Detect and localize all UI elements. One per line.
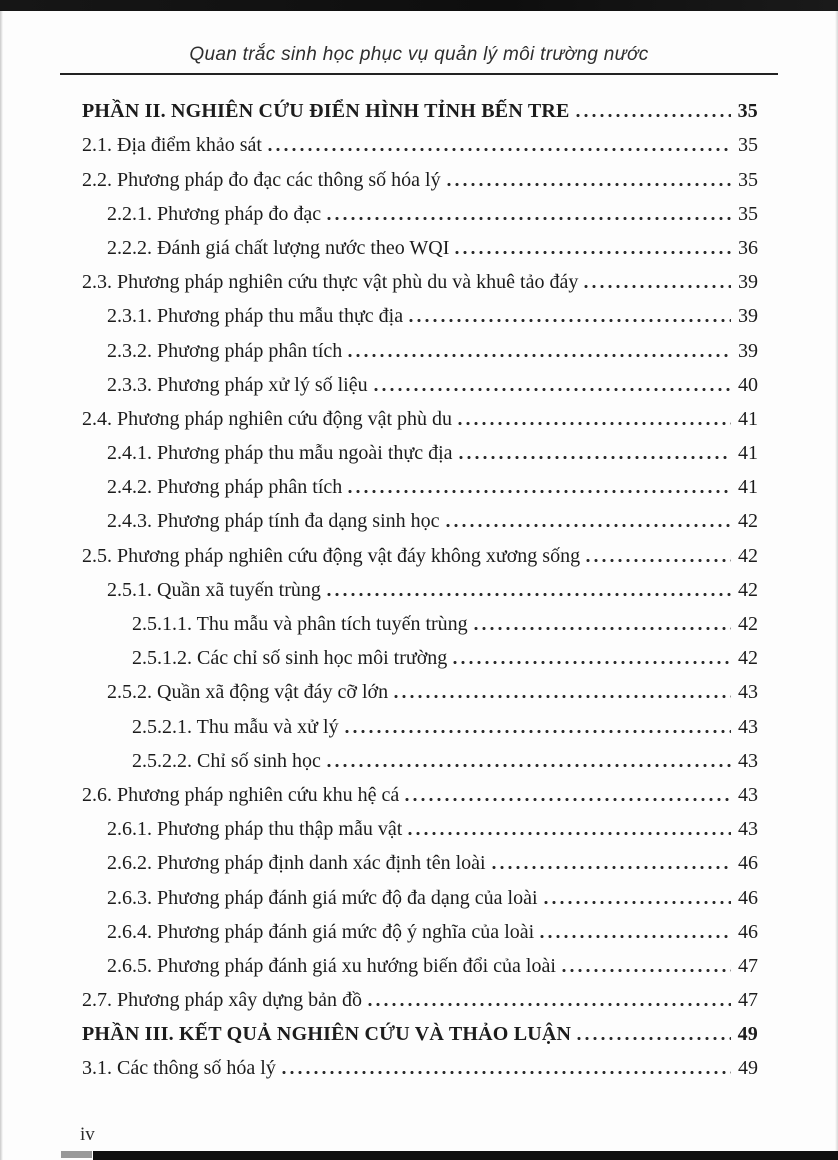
toc-entry [82,225,758,259]
toc-entry [82,738,758,772]
dot-leader [584,532,731,566]
scan-artifact-smudge [61,1151,92,1158]
toc-entry-label: 2.5.1.1. Thu mẫu và phân tích tuyến trùng [132,613,468,635]
dot-leader [346,464,731,498]
toc-entry [82,259,758,293]
toc-entry [82,840,758,874]
dot-leader [266,122,731,156]
dot-leader [406,806,731,840]
scan-artifact-bottom [93,1151,838,1160]
toc-entry-page: 46 [738,886,758,909]
toc-entry [82,362,758,396]
dot-leader [582,259,731,293]
toc-entry [82,396,758,430]
toc-entry-page: 39 [738,339,758,362]
toc-entry-label: 2.4.1. Phương pháp thu mẫu ngoài thực địa [107,442,453,465]
toc-entry [82,498,758,532]
toc-entry [82,703,758,737]
toc-entry-page: 35 [738,134,758,157]
toc-entry-label: 2.6.2. Phương pháp định danh xác định tên loài [107,852,486,875]
toc-entry-page: 35 [738,168,758,191]
dot-leader [456,396,731,430]
toc-entry-page: 42 [738,544,758,567]
dot-leader [451,635,731,669]
toc-entry [82,464,758,498]
toc-entry-label: 2.3.2. Phương pháp phân tích [107,339,343,362]
running-header: Quan trắc sinh học phục vụ quản lý môi trường nước [189,44,649,65]
toc-entry-label: 2.5.2.2. Chỉ số sinh học [132,749,321,772]
toc-entry-label: 2.4.2. Phương pháp phân tích [107,476,343,499]
dot-leader [575,1011,731,1045]
toc-entry-label: 2.7. Phương pháp xây dựng bản đồ [82,989,363,1012]
dot-leader [453,225,731,259]
toc-entry [82,88,758,122]
dot-leader [325,191,731,225]
dot-leader [366,977,731,1011]
toc-entry-label: PHẦN II. NGHIÊN CỨU ĐIỂN HÌNH TỈNH BẾN TRE [82,100,570,123]
toc-entry-page: 36 [738,236,758,259]
dot-leader [346,327,731,361]
toc-entry-label: 3.1. Các thông số hóa lý [82,1057,276,1080]
toc-entry-page: 41 [738,442,758,465]
dot-leader [457,430,731,464]
toc-entry-page: 39 [738,305,758,328]
toc-entry-page: 40 [738,373,758,396]
toc-entry [82,601,758,635]
toc-entry [82,635,758,669]
dot-leader [280,1045,731,1079]
toc-entry-page: 49 [737,1023,758,1046]
toc-entry-page: 43 [738,818,758,841]
dot-leader [574,88,731,122]
toc-entry-label: 2.5.2.1. Thu mẫu và xử lý [132,715,339,738]
toc-entry-label: PHẦN III. KẾT QUẢ NGHIÊN CỨU VÀ THẢO LUẬN [82,1023,572,1046]
toc-entry-label: 2.5. Phương pháp nghiên cứu động vật đáy không xương sống [82,544,581,567]
toc-entry-label: 2.6.5. Phương pháp đánh giá xu hướng biến đổi của loài [107,954,556,977]
toc-entry [82,1011,758,1045]
dot-leader [343,703,731,737]
toc-entry-page: 35 [738,202,758,225]
toc-entry-label: 2.6.4. Phương pháp đánh giá mức độ ý nghĩa của loài [107,920,535,943]
dot-leader [542,874,732,908]
toc-list [82,88,758,1079]
toc-entry-label: 2.4.3. Phương pháp tính đa dạng sinh học [107,510,440,533]
toc-entry-label: 2.5.1. Quần xã tuyến trùng [107,578,321,601]
toc-entry [82,806,758,840]
scan-artifact-top [0,0,838,11]
dot-leader [445,156,731,190]
toc-entry-label: 2.4. Phương pháp nghiên cứu động vật phù du [82,407,452,430]
toc-entry-page: 46 [738,852,758,875]
dot-leader [325,567,731,601]
page-number: iv [80,1124,95,1145]
dot-leader [403,772,731,806]
toc-entry-page: 41 [738,407,758,430]
toc-entry-page: 41 [738,476,758,499]
toc-entry [82,293,758,327]
toc-entry [82,430,758,464]
toc-entry-page: 43 [738,715,758,738]
dot-leader [538,909,731,943]
toc-entry-page: 35 [737,100,758,123]
toc-entry-page: 42 [738,510,758,533]
dot-leader [560,943,731,977]
toc-entry [82,567,758,601]
toc-entry-label: 2.2.2. Đánh giá chất lượng nước theo WQI [107,236,450,259]
toc-entry-label: 2.3.3. Phương pháp xử lý số liệu [107,373,368,396]
toc-entry-page: 47 [738,954,758,977]
toc-entry [82,191,758,225]
toc-entry-page: 43 [738,783,758,806]
toc-entry [82,532,758,566]
toc-entry-page: 49 [738,1057,758,1080]
dot-leader [407,293,731,327]
toc-entry-label: 2.5.1.2. Các chỉ số sinh học môi trường [132,647,448,670]
toc-entry [82,909,758,943]
toc-entry-label: 2.6. Phương pháp nghiên cứu khu hệ cá [82,783,400,806]
toc-entry-page: 42 [738,613,758,635]
toc-entry-page: 43 [738,681,758,704]
dot-leader [444,498,732,532]
toc-entry-label: 2.6.1. Phương pháp thu thập mẫu vật [107,818,403,841]
toc-entry [82,669,758,703]
toc-entry-label: 2.3.1. Phương pháp thu mẫu thực địa [107,305,404,328]
toc-entry-page: 42 [738,578,758,601]
toc-entry-label: 2.3. Phương pháp nghiên cứu thực vật phù du và khuê tảo đáy [82,271,579,294]
header-divider [60,73,778,75]
toc-entry [82,327,758,361]
toc-entry-label: 2.2. Phương pháp đo đạc các thông số hóa lý [82,168,441,191]
toc-entry-label: 2.6.3. Phương pháp đánh giá mức độ đa dạng của loài [107,886,538,909]
toc-entry [82,943,758,977]
toc-entry [82,1045,758,1079]
toc-entry [82,977,758,1011]
toc-entry-page: 42 [738,647,758,670]
dot-leader [490,840,731,874]
scan-edge-left [0,0,3,1160]
toc-entry-page: 47 [738,989,758,1012]
toc-entry [82,156,758,190]
toc-entry [82,874,758,908]
toc-entry-page: 46 [738,920,758,943]
toc-entry-page: 43 [738,749,758,772]
toc-entry-label: 2.2.1. Phương pháp đo đạc [107,202,322,225]
dot-leader [472,601,731,635]
dot-leader [392,669,731,703]
dot-leader [325,738,731,772]
toc-entry [82,772,758,806]
toc-entry-label: 2.1. Địa điểm khảo sát [82,134,262,157]
toc-entry [82,122,758,156]
dot-leader [372,362,731,396]
toc-entry-page: 39 [738,271,758,294]
toc-entry-label: 2.5.2. Quần xã động vật đáy cỡ lớn [107,681,389,704]
